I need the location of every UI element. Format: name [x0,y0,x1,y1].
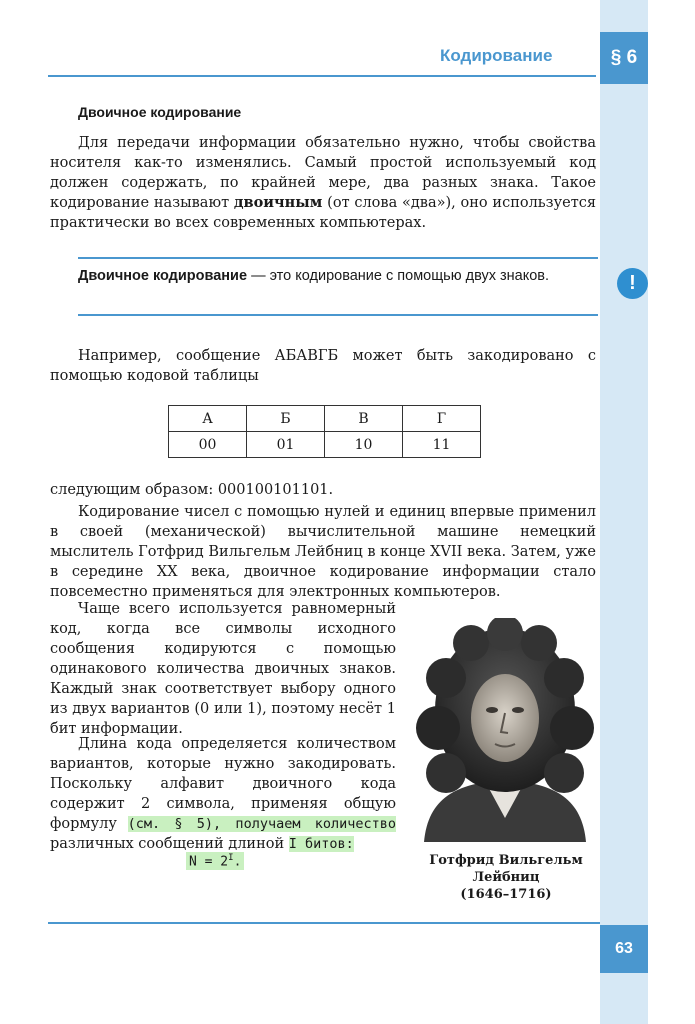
table-row [169,406,481,432]
table-cell-letter: А [169,406,247,432]
header-rule [48,75,596,77]
highlight-bits: I битов: [288,836,354,852]
paragraph-uniform-code: Чаще всего используется равномерный код, когда все символы исходного сообщения кодируются с помощью одинакового количества двоичных знаков. Каждый знак соответствует выбору одного из двух вариантов (0 или 1), поэтому несёт 1 бит информации. [50,601,396,737]
table-cell-code: 01 [247,432,325,458]
paragraph-encoded-result: следующим образом: 000100101101. [50,482,334,498]
table-cell-letter: В [325,406,403,432]
side-strip [600,0,648,1024]
table-cell-letter: Г [403,406,481,432]
paragraph-binary-intro: Для передачи информации обязательно нужно, чтобы свойства носителя как-то изменялись. Самый простой используемый код должен содержать, по крайней мере, два разных знака. Такое кодирование называют двоичным (от слова «два»), оно используется практически во всех современных компьютерах. [50,135,596,231]
definition-rule-bottom [78,314,598,316]
definition-term: Двоичное кодирование [78,268,248,284]
paragraph-code-length: Длина кода определяется количеством вариантов, которые нужно закодировать. Поскольку алфавит двоичного кода содержит 2 символа, применяя общую формулу (см. § 5), получаем количество различных сообщений длиной I битов: [50,736,396,852]
portrait-caption: Готфрид Вильгельм Лейбниц (1646–1716) [429,853,583,902]
exclamation-icon: ! [617,268,648,299]
table-cell-code: 11 [403,432,481,458]
footer-rule [48,922,600,924]
table-cell-code: 00 [169,432,247,458]
definition-rule-top [78,257,598,259]
formula: $N = 2^I$. [186,852,244,870]
paragraph-leibniz-history: Кодирование чисел с помощью нулей и единиц впервые применил в своей (механической) вычислительной машине немецкий мыслитель Готфрид Вильгельм Лейбниц в конце XVII века. Затем, уже в середине XX века, двоичное кодирование информации стало повсеместно применяться для электронных компьютеров. [50,504,596,600]
chapter-title: Кодирование [440,46,553,65]
definition-box [78,266,578,286]
highlight-reference: (см. § 5), получаем количество [127,816,396,832]
code-table [168,405,481,458]
definition-text: — это кодирование с помощью двух знаков. [247,268,550,284]
leibniz-portrait [416,618,594,842]
table-row [169,432,481,458]
bold-term: двоичным [233,194,323,211]
section-heading: Двоичное кодирование [78,104,242,120]
table-cell-code: 10 [325,432,403,458]
section-tab: § 6 [600,32,648,84]
paragraph-example: Например, сообщение АБАВГБ может быть закодировано с помощью кодовой таблицы [50,348,596,384]
page-number: 63 [600,925,648,973]
table-cell-letter: Б [247,406,325,432]
